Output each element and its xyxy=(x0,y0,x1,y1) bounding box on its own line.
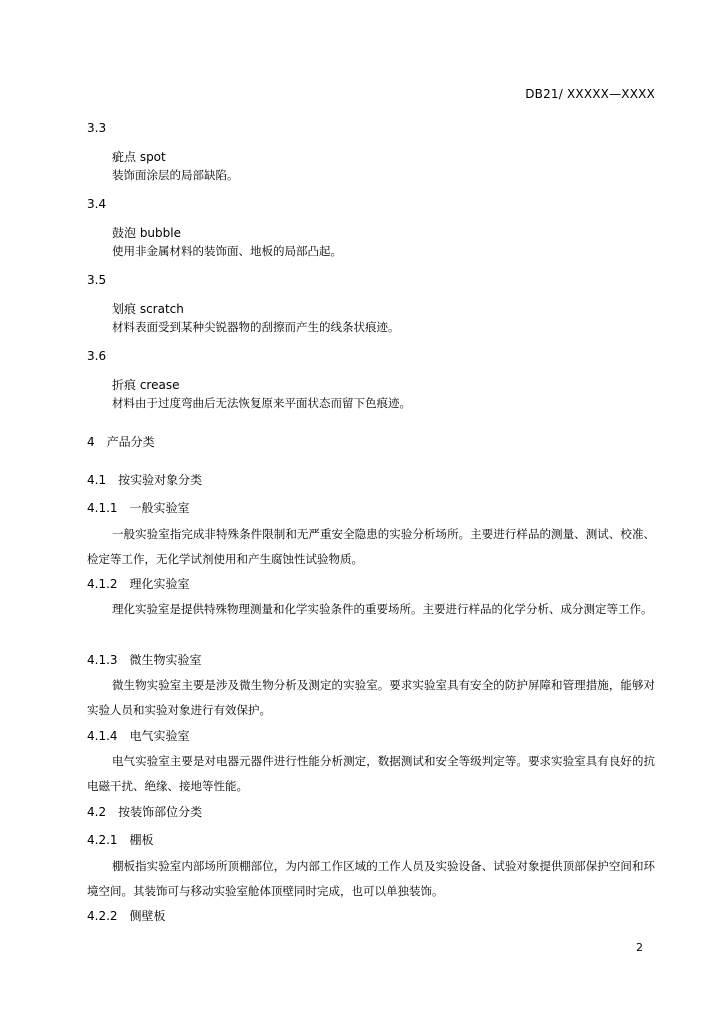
section-heading xyxy=(87,907,166,924)
term-definition: 装饰面涂层的局部缺陷。 xyxy=(112,168,239,182)
section-number: 4.1 xyxy=(87,473,107,487)
document-id-header: DB21/ XXXXX—XXXX xyxy=(525,87,655,101)
section-number: 4.2 xyxy=(87,805,107,819)
section-title: 一般实验室 xyxy=(129,501,190,515)
section-title: 按装饰部位分类 xyxy=(118,805,203,819)
term-definition: 材料由于过度弯曲后无法恢复原来平面状态而留下色痕迹。 xyxy=(112,396,411,410)
term-title: 折痕 crease xyxy=(112,378,180,392)
term-number: 3.4 xyxy=(87,197,107,211)
section-title: 棚板 xyxy=(129,833,154,847)
section-title: 产品分类 xyxy=(106,435,155,449)
term-definition: 材料表面受到某种尖锐器物的刮擦而产生的线条状痕迹。 xyxy=(112,320,400,334)
section-title: 按实验对象分类 xyxy=(118,473,203,487)
term-number: 3.6 xyxy=(87,349,107,363)
section-number: 4 xyxy=(87,435,95,449)
section-number: 4.1.4 xyxy=(87,729,118,743)
term-definition: 使用非金属材料的装饰面、地板的局部凸起。 xyxy=(112,244,342,258)
section-paragraph: 棚板指实验室内部场所顶棚部位，为内部工作区域的工作人员及实验设备、试验对象提供顶部保护空间和环境空间。其装饰可与移动实验室舱体顶壁同时完成，也可以单独装饰。 xyxy=(87,859,655,898)
section-number: 4.1.1 xyxy=(87,501,118,515)
section-title: 电气实验室 xyxy=(129,729,190,743)
section-heading xyxy=(87,499,190,516)
section-paragraph: 微生物实验室主要是涉及微生物分析及测定的实验室。要求实验室具有安全的防护屏障和管理措施，能够对实验人员和实验对象进行有效保护。 xyxy=(87,678,655,717)
section-heading xyxy=(87,831,154,848)
section-title: 微生物实验室 xyxy=(129,653,202,667)
term-number: 3.3 xyxy=(87,121,107,135)
section-number: 4.2.2 xyxy=(87,909,118,923)
section-paragraph: 电气实验室主要是对电器元器件进行性能分析测定，数据测试和安全等级判定等。要求实验室具有良好的抗电磁干扰、绝缘、接地等性能。 xyxy=(87,754,655,793)
section-paragraph: 一般实验室指完成非特殊条件限制和无严重安全隐患的实验分析场所。主要进行样品的测量、测试、校准、检定等工作，无化学试剂使用和产生腐蚀性试验物质。 xyxy=(87,527,655,566)
section-number: 4.1.2 xyxy=(87,577,118,591)
term-number: 3.5 xyxy=(87,273,107,287)
section-paragraph: 理化实验室是提供特殊物理测量和化学实验条件的重要场所。主要进行样品的化学分析、成分测定等工作。 xyxy=(112,602,653,616)
section-heading xyxy=(87,575,190,592)
page-number: 2 xyxy=(636,941,643,954)
term-title: 鼓泡 bubble xyxy=(112,226,181,240)
section-heading xyxy=(87,433,155,450)
section-heading xyxy=(87,471,202,488)
section-number: 4.1.3 xyxy=(87,653,118,667)
term-title: 疵点 spot xyxy=(112,150,166,164)
section-title: 侧壁板 xyxy=(129,909,166,923)
section-heading xyxy=(87,727,190,744)
section-heading xyxy=(87,651,202,668)
section-title: 理化实验室 xyxy=(129,577,190,591)
section-heading xyxy=(87,803,202,820)
term-title: 划痕 scratch xyxy=(112,302,184,316)
section-number: 4.2.1 xyxy=(87,833,118,847)
